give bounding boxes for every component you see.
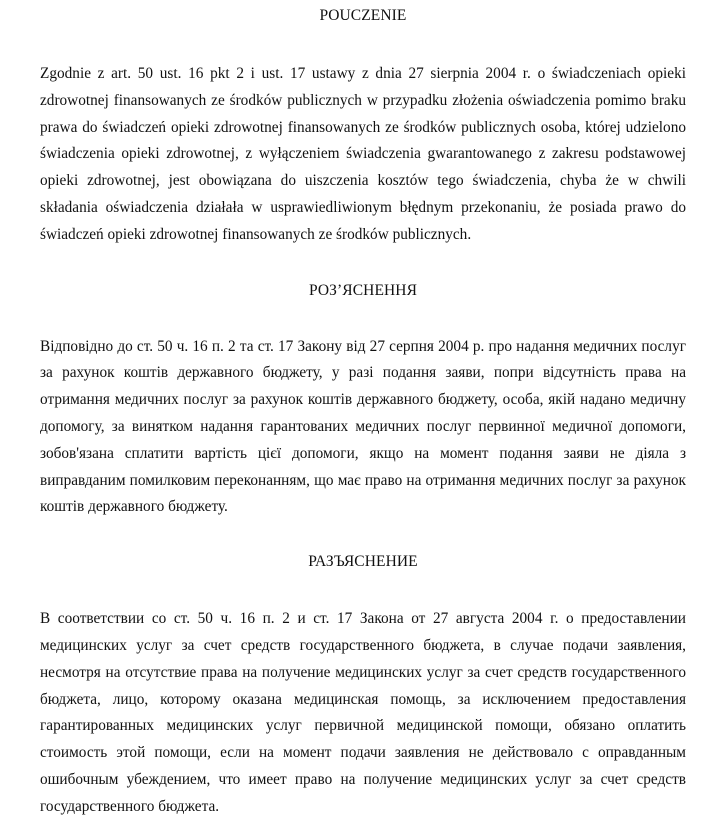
section-russian	[40, 552, 686, 820]
section-text-polish: Zgodnie z art. 50 ust. 16 pkt 2 i ust. 17 ustawy z dnia 27 sierpnia 2004 r. o świadczeniach opieki zdrowotnej finansowanych ze środków publicznych w przypadku złożenia oświadczenia pomimo braku prawa do świadczeń opieki zdrowotnej finansowanych ze środków publicznych osoba, której udzielono świadczenia opieki zdrowotnej, z wyłączeniem świadczenia gwarantowanego z zakresu podstawowej opieki zdrowotnej, jest obowiązana do uiszczenia kosztów tego świadczenia, chyba że w chwili składania oświadczenia działała w usprawiedliwionym błędnym przekonaniu, że posiada prawo do świadczeń opieki zdrowotnej finansowanych ze środków publicznych.	[40, 65, 686, 243]
section-title-ukrainian: РОЗ’ЯСНЕННЯ	[308, 281, 418, 299]
section-title-russian: РАЗЪЯСНЕНИЕ	[308, 553, 418, 571]
section-polish	[40, 0, 686, 249]
section-ukrainian	[40, 281, 686, 522]
section-title-polish: POUCZENIE	[319, 7, 407, 24]
section-text-ukrainian: Відповідно до ст. 50 ч. 16 п. 2 та ст. 17 Закону від 27 серпня 2004 р. про надання медичних послуг за рахунок коштів державного бюджету, у разі подання заяви, попри відсутність права на отримання медичних послуг за рахунок коштів державного бюджету, особа, якій надано медичну допомогу, за винятком надання гарантованих медичних послуг первинної медичної допомоги, зобов'язана сплатити вартість цієї допомоги, якщо на момент подання заяви не діяла з виправданим помилковим переконанням, що має право на отримання медичних послуг за рахунок коштів державного бюджету.	[40, 337, 686, 516]
section-text-russian: В соответствии со ст. 50 ч. 16 п. 2 и ст. 17 Закона от 27 августа 2004 г. о предоставлении медицинских услуг за счет средств государственного бюджета, в случае подачи заявления, несмотря на отсутствие права на получение медицинских услуг за счет средств государственного бюджета, лицо, которому оказана медицинская помощь, за исключением предоставления гарантированных медицинских услуг первичной медицинской помощи, обязано оплатить стоимость этой помощи, если на момент подачи заявления не действовало с оправданным ошибочным убеждением, что имеет право на получение медицинских услуг за счет средств государственного бюджета.	[40, 610, 686, 815]
